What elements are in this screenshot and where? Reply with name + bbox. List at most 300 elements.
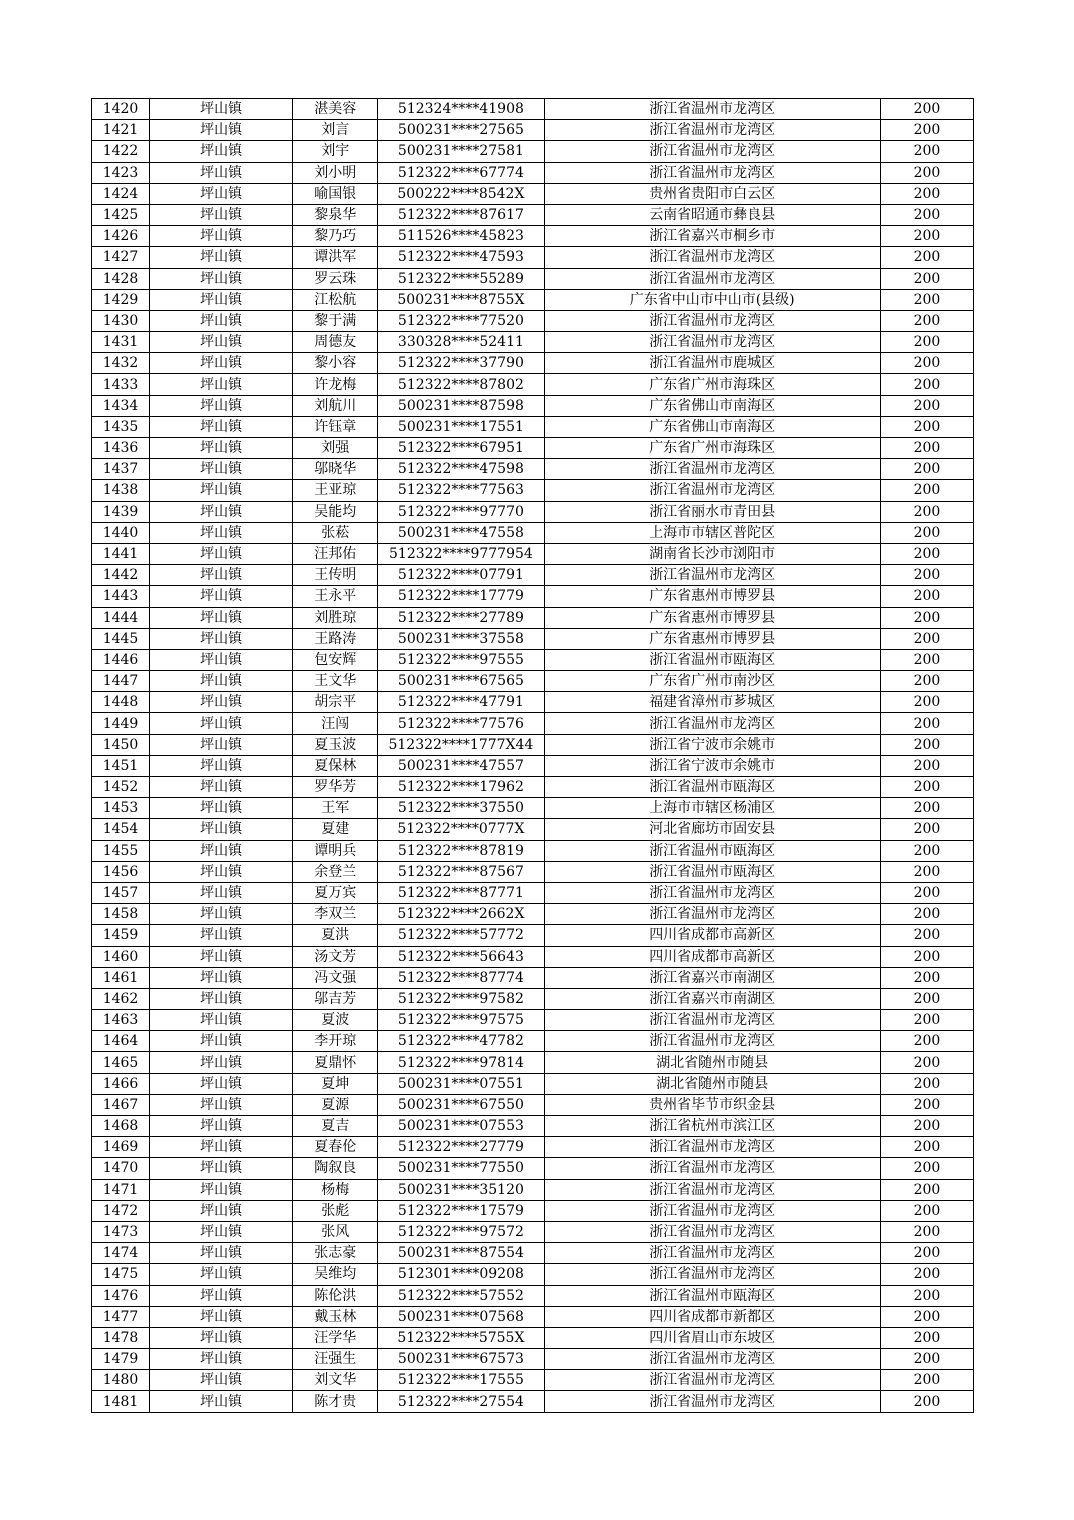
table-row [92, 1349, 974, 1370]
amount-cell: 200 [880, 755, 973, 776]
id-number-cell: 512322****5755X [378, 1327, 544, 1348]
table-row [92, 861, 974, 882]
table-row [92, 798, 974, 819]
table-row [92, 586, 974, 607]
id-number-cell: 512322****87567 [378, 861, 544, 882]
amount-cell: 200 [880, 692, 973, 713]
row-number-cell: 1461 [92, 967, 150, 988]
name-cell: 夏建 [293, 819, 378, 840]
name-cell: 黎泉华 [293, 204, 378, 225]
name-cell: 谭明兵 [293, 840, 378, 861]
table-row [92, 226, 974, 247]
amount-cell: 200 [880, 1243, 973, 1264]
town-cell: 坪山镇 [150, 353, 293, 374]
id-number-cell: 512322****17555 [378, 1370, 544, 1391]
town-cell: 坪山镇 [150, 1306, 293, 1327]
name-cell: 王永平 [293, 586, 378, 607]
amount-cell: 200 [880, 988, 973, 1009]
amount-cell: 200 [880, 1200, 973, 1221]
amount-cell: 200 [880, 120, 973, 141]
name-cell: 夏波 [293, 1010, 378, 1031]
table-row [92, 522, 974, 543]
table-row [92, 1243, 974, 1264]
address-cell: 浙江省温州市龙湾区 [544, 1031, 880, 1052]
id-number-cell: 512322****97770 [378, 501, 544, 522]
address-cell: 贵州省贵阳市白云区 [544, 183, 880, 204]
row-number-cell: 1440 [92, 522, 150, 543]
amount-cell: 200 [880, 840, 973, 861]
name-cell: 陈才贵 [293, 1391, 378, 1412]
row-number-cell: 1455 [92, 840, 150, 861]
row-number-cell: 1477 [92, 1306, 150, 1327]
row-number-cell: 1431 [92, 332, 150, 353]
name-cell: 冯文强 [293, 967, 378, 988]
name-cell: 夏春伦 [293, 1137, 378, 1158]
address-cell: 湖北省随州市随县 [544, 1073, 880, 1094]
amount-cell: 200 [880, 861, 973, 882]
amount-cell: 200 [880, 607, 973, 628]
name-cell: 黎于满 [293, 310, 378, 331]
name-cell: 黎乃巧 [293, 226, 378, 247]
amount-cell: 200 [880, 1031, 973, 1052]
name-cell: 王军 [293, 798, 378, 819]
amount-cell: 200 [880, 1285, 973, 1306]
name-cell: 许钰章 [293, 416, 378, 437]
table-row [92, 565, 974, 586]
address-cell: 浙江省温州市瓯海区 [544, 840, 880, 861]
id-number-cell: 500231****17551 [378, 416, 544, 437]
town-cell: 坪山镇 [150, 565, 293, 586]
amount-cell: 200 [880, 586, 973, 607]
name-cell: 许龙梅 [293, 374, 378, 395]
amount-cell: 200 [880, 353, 973, 374]
amount-cell: 200 [880, 332, 973, 353]
town-cell: 坪山镇 [150, 1327, 293, 1348]
town-cell: 坪山镇 [150, 946, 293, 967]
town-cell: 坪山镇 [150, 777, 293, 798]
address-cell: 浙江省温州市龙湾区 [544, 565, 880, 586]
town-cell: 坪山镇 [150, 798, 293, 819]
table-row [92, 1370, 974, 1391]
table-row [92, 416, 974, 437]
amount-cell: 200 [880, 904, 973, 925]
address-cell: 浙江省宁波市余姚市 [544, 755, 880, 776]
town-cell: 坪山镇 [150, 1137, 293, 1158]
table-row [92, 1200, 974, 1221]
name-cell: 刘宇 [293, 141, 378, 162]
amount-cell: 200 [880, 162, 973, 183]
id-number-cell: 512322****17779 [378, 586, 544, 607]
town-cell: 坪山镇 [150, 840, 293, 861]
address-cell: 浙江省温州市龙湾区 [544, 1370, 880, 1391]
address-cell: 湖南省长沙市浏阳市 [544, 543, 880, 564]
amount-cell: 200 [880, 268, 973, 289]
town-cell: 坪山镇 [150, 289, 293, 310]
amount-cell: 200 [880, 1158, 973, 1179]
name-cell: 喻国银 [293, 183, 378, 204]
row-number-cell: 1441 [92, 543, 150, 564]
town-cell: 坪山镇 [150, 861, 293, 882]
amount-cell: 200 [880, 226, 973, 247]
row-number-cell: 1445 [92, 628, 150, 649]
row-number-cell: 1427 [92, 247, 150, 268]
name-cell: 罗华芳 [293, 777, 378, 798]
town-cell: 坪山镇 [150, 162, 293, 183]
name-cell: 张彪 [293, 1200, 378, 1221]
address-cell: 浙江省温州市龙湾区 [544, 1179, 880, 1200]
town-cell: 坪山镇 [150, 332, 293, 353]
id-number-cell: 500231****07551 [378, 1073, 544, 1094]
town-cell: 坪山镇 [150, 1391, 293, 1412]
table-row [92, 777, 974, 798]
name-cell: 王文华 [293, 671, 378, 692]
id-number-cell: 500231****27581 [378, 141, 544, 162]
name-cell: 邬吉芳 [293, 988, 378, 1009]
name-cell: 汪强生 [293, 1349, 378, 1370]
name-cell: 刘言 [293, 120, 378, 141]
name-cell: 王传明 [293, 565, 378, 586]
name-cell: 夏源 [293, 1094, 378, 1115]
address-cell: 浙江省温州市龙湾区 [544, 310, 880, 331]
name-cell: 夏玉波 [293, 734, 378, 755]
table-row [92, 1285, 974, 1306]
address-cell: 云南省昭通市彝良县 [544, 204, 880, 225]
table-row [92, 1010, 974, 1031]
address-cell: 浙江省温州市龙湾区 [544, 1243, 880, 1264]
id-number-cell: 500231****87598 [378, 395, 544, 416]
address-cell: 浙江省温州市龙湾区 [544, 247, 880, 268]
address-cell: 浙江省温州市龙湾区 [544, 1010, 880, 1031]
table-row [92, 925, 974, 946]
table-row [92, 671, 974, 692]
row-number-cell: 1426 [92, 226, 150, 247]
id-number-cell: 512322****87774 [378, 967, 544, 988]
town-cell: 坪山镇 [150, 438, 293, 459]
address-cell: 浙江省温州市龙湾区 [544, 120, 880, 141]
address-cell: 浙江省嘉兴市桐乡市 [544, 226, 880, 247]
amount-cell: 200 [880, 798, 973, 819]
address-cell: 广东省惠州市博罗县 [544, 607, 880, 628]
row-number-cell: 1475 [92, 1264, 150, 1285]
id-number-cell: 512322****97814 [378, 1052, 544, 1073]
table-row [92, 374, 974, 395]
table-row [92, 713, 974, 734]
row-number-cell: 1433 [92, 374, 150, 395]
row-number-cell: 1456 [92, 861, 150, 882]
amount-cell: 200 [880, 565, 973, 586]
name-cell: 李双兰 [293, 904, 378, 925]
row-number-cell: 1450 [92, 734, 150, 755]
table-row [92, 692, 974, 713]
amount-cell: 200 [880, 1221, 973, 1242]
row-number-cell: 1468 [92, 1116, 150, 1137]
name-cell: 包安辉 [293, 649, 378, 670]
id-number-cell: 512322****27789 [378, 607, 544, 628]
row-number-cell: 1464 [92, 1031, 150, 1052]
id-number-cell: 512322****27554 [378, 1391, 544, 1412]
town-cell: 坪山镇 [150, 1349, 293, 1370]
town-cell: 坪山镇 [150, 649, 293, 670]
town-cell: 坪山镇 [150, 374, 293, 395]
name-cell: 陈伦洪 [293, 1285, 378, 1306]
town-cell: 坪山镇 [150, 819, 293, 840]
row-number-cell: 1428 [92, 268, 150, 289]
name-cell: 刘文华 [293, 1370, 378, 1391]
row-number-cell: 1481 [92, 1391, 150, 1412]
row-number-cell: 1454 [92, 819, 150, 840]
id-number-cell: 500231****87554 [378, 1243, 544, 1264]
table-row [92, 1031, 974, 1052]
town-cell: 坪山镇 [150, 713, 293, 734]
town-cell: 坪山镇 [150, 904, 293, 925]
town-cell: 坪山镇 [150, 543, 293, 564]
table-row [92, 310, 974, 331]
table-row [92, 882, 974, 903]
address-cell: 浙江省温州市龙湾区 [544, 713, 880, 734]
address-cell: 广东省佛山市南海区 [544, 395, 880, 416]
table-row [92, 204, 974, 225]
address-cell: 福建省漳州市芗城区 [544, 692, 880, 713]
name-cell: 戴玉林 [293, 1306, 378, 1327]
table-row [92, 353, 974, 374]
address-cell: 浙江省温州市龙湾区 [544, 1200, 880, 1221]
name-cell: 夏保林 [293, 755, 378, 776]
amount-cell: 200 [880, 141, 973, 162]
address-cell: 浙江省温州市龙湾区 [544, 1221, 880, 1242]
address-cell: 广东省广州市海珠区 [544, 438, 880, 459]
id-number-cell: 512322****37550 [378, 798, 544, 819]
address-cell: 广东省佛山市南海区 [544, 416, 880, 437]
town-cell: 坪山镇 [150, 395, 293, 416]
id-number-cell: 512324****41908 [378, 99, 544, 120]
id-number-cell: 512322****07791 [378, 565, 544, 586]
amount-cell: 200 [880, 1094, 973, 1115]
id-number-cell: 512322****47593 [378, 247, 544, 268]
amount-cell: 200 [880, 459, 973, 480]
name-cell: 王亚琼 [293, 480, 378, 501]
address-cell: 湖北省随州市随县 [544, 1052, 880, 1073]
name-cell: 李开琼 [293, 1031, 378, 1052]
table-row [92, 459, 974, 480]
amount-cell: 200 [880, 1179, 973, 1200]
row-number-cell: 1446 [92, 649, 150, 670]
table-row [92, 649, 974, 670]
table-row [92, 332, 974, 353]
roster-table [91, 98, 974, 1413]
table-row [92, 543, 974, 564]
town-cell: 坪山镇 [150, 183, 293, 204]
address-cell: 浙江省温州市瓯海区 [544, 861, 880, 882]
table-row [92, 607, 974, 628]
name-cell: 刘胜琼 [293, 607, 378, 628]
id-number-cell: 500231****67565 [378, 671, 544, 692]
id-number-cell: 500231****07568 [378, 1306, 544, 1327]
amount-cell: 200 [880, 543, 973, 564]
amount-cell: 200 [880, 1370, 973, 1391]
table-row [92, 395, 974, 416]
town-cell: 坪山镇 [150, 1221, 293, 1242]
town-cell: 坪山镇 [150, 1031, 293, 1052]
amount-cell: 200 [880, 247, 973, 268]
id-number-cell: 500231****67550 [378, 1094, 544, 1115]
row-number-cell: 1423 [92, 162, 150, 183]
address-cell: 浙江省温州市鹿城区 [544, 353, 880, 374]
table-row [92, 946, 974, 967]
town-cell: 坪山镇 [150, 734, 293, 755]
town-cell: 坪山镇 [150, 480, 293, 501]
table-row [92, 480, 974, 501]
row-number-cell: 1469 [92, 1137, 150, 1158]
address-cell: 四川省成都市新都区 [544, 1306, 880, 1327]
row-number-cell: 1435 [92, 416, 150, 437]
table-row [92, 840, 974, 861]
row-number-cell: 1470 [92, 1158, 150, 1179]
name-cell: 陶叙良 [293, 1158, 378, 1179]
address-cell: 浙江省温州市龙湾区 [544, 1264, 880, 1285]
row-number-cell: 1447 [92, 671, 150, 692]
table-row [92, 734, 974, 755]
name-cell: 黎小容 [293, 353, 378, 374]
table-row [92, 988, 974, 1009]
table-row [92, 501, 974, 522]
name-cell: 吴能均 [293, 501, 378, 522]
row-number-cell: 1439 [92, 501, 150, 522]
table-row [92, 1052, 974, 1073]
id-number-cell: 511526****45823 [378, 226, 544, 247]
name-cell: 张菘 [293, 522, 378, 543]
amount-cell: 200 [880, 819, 973, 840]
amount-cell: 200 [880, 1073, 973, 1094]
row-number-cell: 1420 [92, 99, 150, 120]
town-cell: 坪山镇 [150, 967, 293, 988]
address-cell: 浙江省温州市龙湾区 [544, 459, 880, 480]
name-cell: 湛美容 [293, 99, 378, 120]
id-number-cell: 512322****87617 [378, 204, 544, 225]
town-cell: 坪山镇 [150, 1116, 293, 1137]
town-cell: 坪山镇 [150, 882, 293, 903]
id-number-cell: 500222****8542X [378, 183, 544, 204]
id-number-cell: 512322****57552 [378, 1285, 544, 1306]
name-cell: 夏洪 [293, 925, 378, 946]
name-cell: 汤文芳 [293, 946, 378, 967]
id-number-cell: 500231****77550 [378, 1158, 544, 1179]
table-row [92, 1327, 974, 1348]
amount-cell: 200 [880, 480, 973, 501]
address-cell: 广东省广州市海珠区 [544, 374, 880, 395]
id-number-cell: 512322****97575 [378, 1010, 544, 1031]
address-cell: 广东省广州市南沙区 [544, 671, 880, 692]
address-cell: 浙江省温州市龙湾区 [544, 1158, 880, 1179]
id-number-cell: 500231****47557 [378, 755, 544, 776]
id-number-cell: 512322****2662X [378, 904, 544, 925]
row-number-cell: 1425 [92, 204, 150, 225]
amount-cell: 200 [880, 204, 973, 225]
name-cell: 江松航 [293, 289, 378, 310]
id-number-cell: 500231****35120 [378, 1179, 544, 1200]
id-number-cell: 512322****97555 [378, 649, 544, 670]
address-cell: 浙江省温州市龙湾区 [544, 480, 880, 501]
row-number-cell: 1462 [92, 988, 150, 1009]
town-cell: 坪山镇 [150, 925, 293, 946]
id-number-cell: 500231****07553 [378, 1116, 544, 1137]
amount-cell: 200 [880, 628, 973, 649]
id-number-cell: 512322****17579 [378, 1200, 544, 1221]
amount-cell: 200 [880, 1116, 973, 1137]
id-number-cell: 512322****37790 [378, 353, 544, 374]
row-number-cell: 1453 [92, 798, 150, 819]
id-number-cell: 512322****47791 [378, 692, 544, 713]
id-number-cell: 500231****27565 [378, 120, 544, 141]
row-number-cell: 1449 [92, 713, 150, 734]
address-cell: 浙江省温州市龙湾区 [544, 332, 880, 353]
address-cell: 上海市市辖区杨浦区 [544, 798, 880, 819]
table-row [92, 247, 974, 268]
amount-cell: 200 [880, 1137, 973, 1158]
table-row [92, 1073, 974, 1094]
name-cell: 张志豪 [293, 1243, 378, 1264]
amount-cell: 200 [880, 99, 973, 120]
amount-cell: 200 [880, 1327, 973, 1348]
row-number-cell: 1480 [92, 1370, 150, 1391]
name-cell: 张风 [293, 1221, 378, 1242]
name-cell: 汪闯 [293, 713, 378, 734]
address-cell: 浙江省温州市龙湾区 [544, 1137, 880, 1158]
town-cell: 坪山镇 [150, 99, 293, 120]
amount-cell: 200 [880, 1306, 973, 1327]
amount-cell: 200 [880, 395, 973, 416]
row-number-cell: 1432 [92, 353, 150, 374]
id-number-cell: 512322****0777X [378, 819, 544, 840]
amount-cell: 200 [880, 777, 973, 798]
town-cell: 坪山镇 [150, 1179, 293, 1200]
address-cell: 浙江省温州市龙湾区 [544, 1391, 880, 1412]
id-number-cell: 512322****56643 [378, 946, 544, 967]
table-row [92, 268, 974, 289]
id-number-cell: 512322****77563 [378, 480, 544, 501]
roster-table-body [92, 99, 974, 1413]
row-number-cell: 1467 [92, 1094, 150, 1115]
name-cell: 夏万宾 [293, 882, 378, 903]
row-number-cell: 1474 [92, 1243, 150, 1264]
town-cell: 坪山镇 [150, 1073, 293, 1094]
table-row [92, 183, 974, 204]
address-cell: 四川省成都市高新区 [544, 946, 880, 967]
row-number-cell: 1460 [92, 946, 150, 967]
table-row [92, 289, 974, 310]
table-row [92, 904, 974, 925]
row-number-cell: 1452 [92, 777, 150, 798]
id-number-cell: 512322****57772 [378, 925, 544, 946]
row-number-cell: 1424 [92, 183, 150, 204]
town-cell: 坪山镇 [150, 628, 293, 649]
name-cell: 刘小明 [293, 162, 378, 183]
row-number-cell: 1459 [92, 925, 150, 946]
town-cell: 坪山镇 [150, 1010, 293, 1031]
name-cell: 谭洪军 [293, 247, 378, 268]
name-cell: 杨梅 [293, 1179, 378, 1200]
address-cell: 浙江省嘉兴市南湖区 [544, 988, 880, 1009]
town-cell: 坪山镇 [150, 671, 293, 692]
name-cell: 夏吉 [293, 1116, 378, 1137]
town-cell: 坪山镇 [150, 1243, 293, 1264]
address-cell: 浙江省宁波市余姚市 [544, 734, 880, 755]
id-number-cell: 512322****77520 [378, 310, 544, 331]
amount-cell: 200 [880, 1052, 973, 1073]
row-number-cell: 1466 [92, 1073, 150, 1094]
row-number-cell: 1457 [92, 882, 150, 903]
amount-cell: 200 [880, 713, 973, 734]
town-cell: 坪山镇 [150, 988, 293, 1009]
